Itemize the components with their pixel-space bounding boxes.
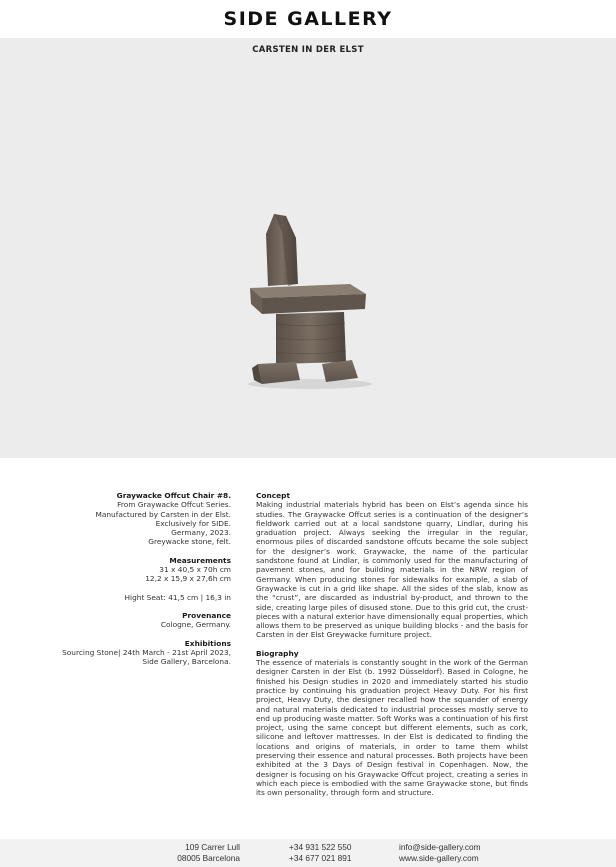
chair-foot-right (322, 360, 358, 382)
footer (0, 839, 616, 867)
footer-phones (289, 842, 352, 864)
measurements-heading: Measurements (169, 555, 231, 565)
biography-text: The essence of materials is constantly sought in the work of the German designer Carsten in der Elst (b. 1992 Düsseldorf). Based in Cologne, he finished his Design studies in 2020 and immediately started his studio practice by continuing his graduation project Heavy Duty. For his first project, Heavy Duty, the designer recalled how the squander of energy and natural materials dedicated to industrial processes mostly serve to end up producing waste matter. Soft Works was a continuation of his first project, using the same concept but different elements, such as cork, silicone and leftover mattresses. In der Elst is dedicated to finding the locations and origins of materials, in order to tame them whilst preserving their essence and natural processes. Both projects have been exhibited at the 3 Days of Design festival in Copenhagen. Now, the designer is focusing on his Graywacke Offcut project, creating a series in which each piece is embodied with the same Graywacke stone, but finds its own personality, through form and structure. (256, 658, 528, 798)
footer-web (399, 842, 481, 864)
exhibitions-heading: Exhibitions (184, 638, 231, 648)
gallery-logo: SIDE GALLERY (223, 8, 393, 30)
biography-heading: Biography (256, 648, 299, 658)
artwork-title: Graywacke Offcut Chair #8. (116, 491, 231, 500)
phone-link[interactable]: +34 677 021 891 (289, 853, 352, 863)
address-line: 109 Carrer Lull (185, 842, 240, 852)
exhibition-line: Side Gallery, Barcelona. (142, 657, 231, 667)
footer-address (168, 842, 240, 864)
seat-height: Hight Seat: 41,5 cm | 16,3 in (124, 592, 231, 602)
detail-line: From Graywacke Offcut Series. (117, 500, 231, 510)
description-column (256, 491, 528, 798)
concept-text: Making industrial materials hybrid has been on Elst’s agenda since his studies. The Graywacke Offcut series is a continuation of the designer’s fieldwork carried out at a local sandstone quarry, Lindlar, during his graduation project. Always seeking the irregular in the regular, enormous piles of discarded sandstone offcuts became the sole subject for the designer’s work. Graywacke, the name of the particular sandstone found at Lindlar, is commonly used for the manufacturing of pavement stones, and for building materials in the NRW region of Germany. When producing stones for sidewalks for example, a slab of Graywacke is cut in a grid like shape. All the sides of the slab, know as the “crust”, are discarded as industrial by-product, and thrown to the side, creating large piles of disused stone. Due to this grid cut, the crust-pieces with a natural exterior have dimensionally equal properties, which allows them to be preserved as unique building blocks - and the basis for Carsten in der Elst Greywacke furniture project. (256, 500, 528, 640)
product-photo (0, 62, 616, 458)
artwork-details (40, 491, 231, 666)
phone-link[interactable]: +34 931 522 550 (289, 842, 352, 852)
email-link[interactable]: info@side-gallery.com (399, 842, 481, 852)
website-link[interactable]: www.side-gallery.com (399, 853, 479, 863)
address-line: 08005 Barcelona (177, 853, 240, 863)
detail-line: Greywacke stone, felt. (148, 537, 231, 547)
detail-line: Exclusively for SIDE. (155, 518, 231, 528)
provenance-value: Cologne, Germany. (160, 620, 231, 630)
measurement-secondary: 12,2 x 15,9 x 27,6h cm (145, 574, 231, 584)
exhibition-line: Sourcing Stone| 24th March - 21st April 2023, (62, 647, 231, 657)
measurement-cm: 31 x 40,5 x 70h cm (159, 565, 231, 575)
concept-heading: Concept (256, 491, 290, 500)
detail-line: Manufactured by Carsten in der Elst. (95, 509, 231, 519)
detail-line: Germany, 2023. (171, 528, 231, 538)
chair-illustration (0, 62, 616, 458)
artist-name-bar: CARSTEN IN DER ELST (0, 38, 616, 62)
provenance-heading: Provenance (182, 610, 231, 620)
